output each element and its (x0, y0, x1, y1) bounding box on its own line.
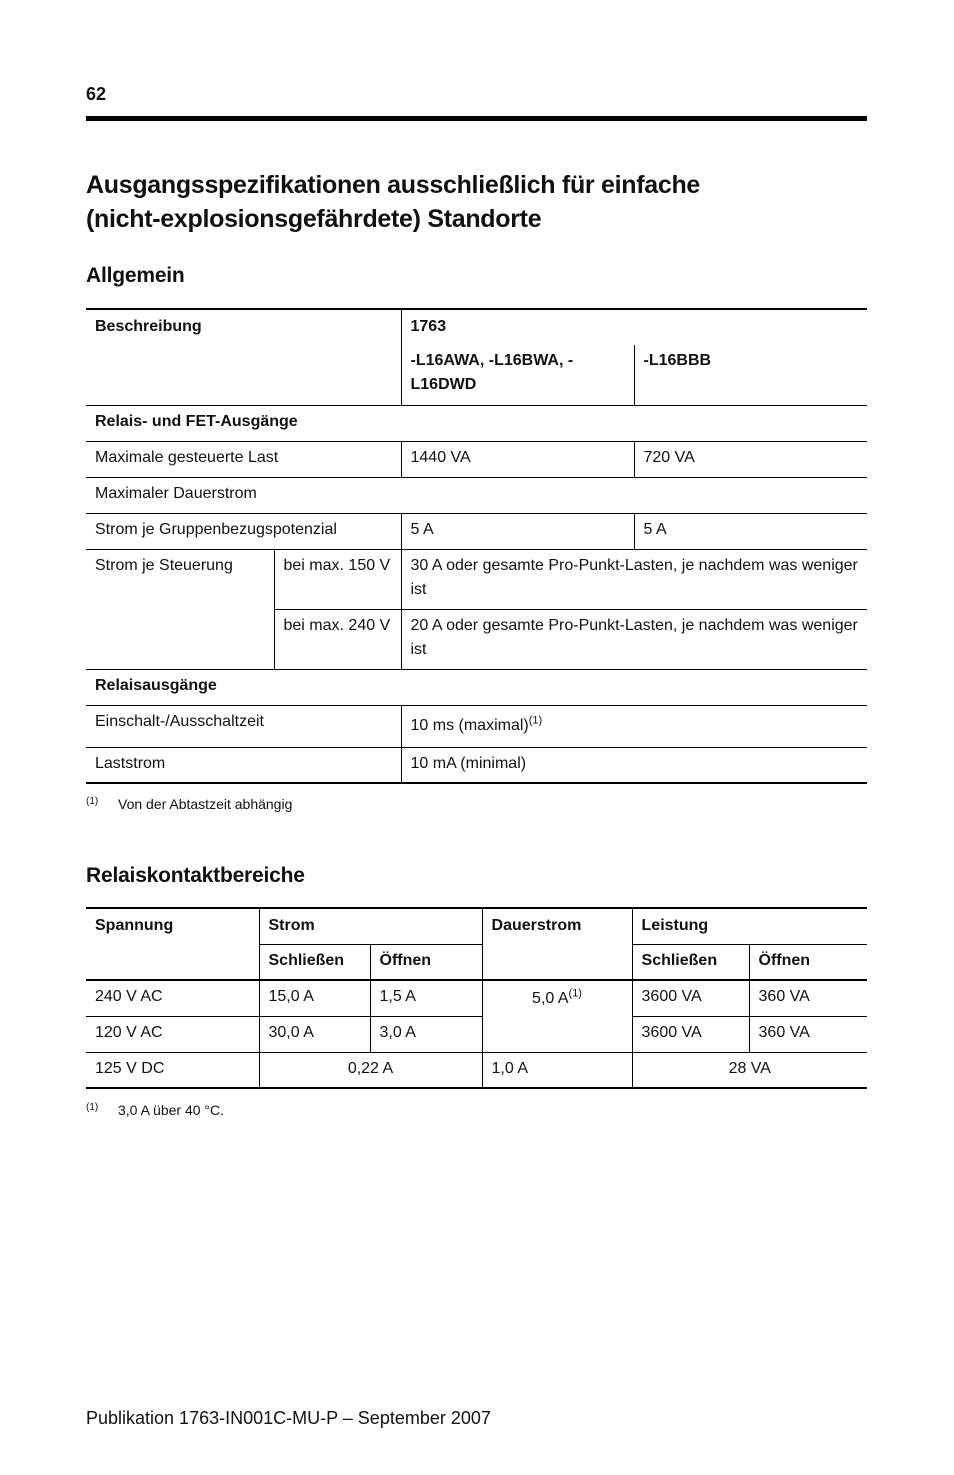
row-label: Laststrom (95, 754, 166, 772)
cell-leistung: 28 VA (632, 1052, 867, 1088)
header-col-b: -L16BBB (634, 345, 867, 405)
table-row (86, 1016, 867, 1052)
cell-strom-oeffnen: 1,5 A (370, 980, 482, 1016)
cell-value: 5 A (634, 513, 867, 549)
general-spec-table (86, 308, 867, 784)
table-header-row (86, 309, 867, 345)
footnote-ref: (1) (528, 714, 543, 727)
header-strom: Strom (259, 908, 482, 944)
cell-strom-schliessen: 15,0 A (259, 980, 370, 1016)
cell-spannung: 240 V AC (95, 988, 163, 1005)
footnote-mark: (1) (86, 796, 99, 807)
cell-value: 20 A oder gesamte Pro-Punkt-Lasten, je nachdem was weniger ist (401, 609, 867, 669)
cell-value (401, 705, 867, 747)
table-row (86, 980, 867, 1016)
cell-value: 720 VA (634, 441, 867, 477)
footnote-ref: (1) (568, 987, 582, 1000)
cell-dauerstrom (482, 980, 632, 1052)
table-row (86, 441, 867, 477)
cell-strom-schliessen: 30,0 A (259, 1016, 370, 1052)
header-beschreibung: Beschreibung (95, 318, 202, 335)
value-text: 5,0 A (532, 990, 569, 1007)
header-dauerstrom: Dauerstrom (482, 908, 632, 980)
page-number: 62 (86, 84, 107, 104)
header-leistung: Leistung (632, 908, 867, 944)
header-rule (86, 116, 867, 121)
table-row (86, 477, 867, 513)
relay-contact-table (86, 907, 867, 1089)
cell-strom: 0,22 A (259, 1052, 482, 1088)
cell-leistung-oeffnen: 360 VA (749, 980, 867, 1016)
group-label: Relaisausgänge (95, 676, 217, 694)
header-strom-oeffnen: Öffnen (370, 944, 482, 980)
row-label: Maximale gesteuerte Last (95, 448, 279, 466)
row-label: Maximaler Dauerstrom (95, 484, 257, 502)
footnote (86, 796, 292, 812)
cell-strom-oeffnen: 3,0 A (370, 1016, 482, 1052)
header-model: 1763 (401, 309, 867, 345)
publication-footer: Publikation 1763-IN001C-MU-P – September 2007 (86, 1408, 491, 1428)
footnote-text: 3,0 A über 40 °C. (118, 1102, 225, 1118)
sub-label: bei max. 240 V (274, 609, 401, 669)
header-strom-schliessen: Schließen (259, 944, 370, 980)
footnote-text: Von der Abtastzeit abhängig (118, 796, 293, 812)
group-row (86, 669, 867, 705)
header-spannung: Spannung (95, 917, 174, 934)
row-label: Strom je Steuerung (95, 556, 233, 574)
table-row (86, 747, 867, 783)
group-label: Relais- und FET-Ausgänge (95, 412, 298, 430)
row-label: Strom je Gruppenbezugspotenzial (95, 520, 337, 538)
cell-leistung-oeffnen: 360 VA (749, 1016, 867, 1052)
table-row (86, 705, 867, 747)
table-row (86, 1052, 867, 1088)
cell-spannung: 120 V AC (86, 1016, 259, 1052)
cell-leistung-schliessen: 3600 VA (632, 1016, 749, 1052)
table-header-row (86, 908, 867, 944)
cell-value: 10 mA (minimal) (401, 747, 867, 783)
cell-value: 1440 VA (401, 441, 634, 477)
footnote (86, 1102, 224, 1118)
cell-spannung: 125 V DC (95, 1059, 165, 1077)
group-row (86, 405, 867, 441)
cell-leistung-schliessen: 3600 VA (632, 980, 749, 1016)
page-title (86, 168, 846, 236)
header-col-a: -L16AWA, -L16BWA, -L16DWD (401, 345, 634, 405)
page-title-line-1: Ausgangsspezifikationen ausschließlich für einfache (86, 171, 701, 199)
footnote-mark: (1) (86, 1102, 99, 1113)
value-text: 10 ms (maximal) (410, 716, 529, 734)
page-title-line-2: (nicht-explosionsgefährdete) Standorte (86, 205, 542, 233)
table-row (86, 513, 867, 549)
header-leistung-schliessen: Schließen (632, 944, 749, 980)
sub-label: bei max. 150 V (274, 549, 401, 609)
cell-dauerstrom: 1,0 A (482, 1052, 632, 1088)
cell-value: 30 A oder gesamte Pro-Punkt-Lasten, je nachdem was weniger ist (401, 549, 867, 609)
header-leistung-oeffnen: Öffnen (749, 944, 867, 980)
row-label: Einschalt-/Ausschaltzeit (95, 712, 264, 730)
table-row (86, 549, 867, 609)
cell-value: 5 A (401, 513, 634, 549)
section-heading-allgemein: Allgemein (86, 264, 185, 287)
section-heading-relaiskontakt: Relaiskontaktbereiche (86, 864, 305, 887)
